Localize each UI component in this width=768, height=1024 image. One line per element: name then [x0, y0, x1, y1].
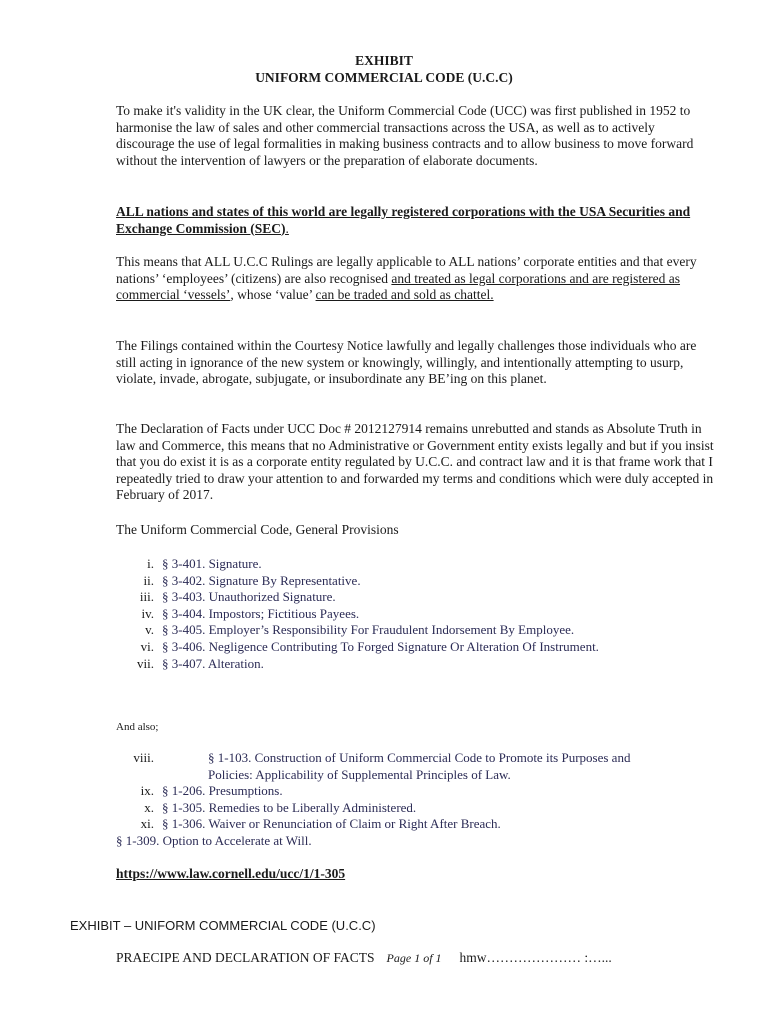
- footer-exhibit-label: EXHIBIT – UNIFORM COMMERCIAL CODE (U.C.C): [70, 918, 376, 933]
- list-item: [116, 816, 636, 833]
- footer-title: PRAECIPE AND DECLARATION OF FACTS: [116, 950, 375, 965]
- page-number: Page 1 of 1: [386, 951, 442, 965]
- corporations-period: .: [285, 220, 289, 236]
- footer-hmw: hmw………………… :…...: [459, 950, 612, 965]
- list-item: [116, 589, 636, 606]
- list-text: § 3-405. Employer’s Responsibility For Fraudulent Indorsement By Employee.: [162, 622, 575, 638]
- list-text: § 3-401. Signature.: [162, 556, 262, 571]
- list-item: [116, 606, 636, 623]
- list-text: § 1-206. Presumptions.: [162, 783, 283, 799]
- rulings-text-b: and treated as legal corporations and are registered as commercial ‘vessels’: [116, 270, 681, 303]
- list-text: § 3-407. Alteration.: [162, 655, 264, 671]
- list-number: ix.: [140, 783, 154, 799]
- ucc-heading: UNIFORM COMMERCIAL CODE (U.C.C): [255, 70, 513, 85]
- list-text: § 1-305. Remedies to be Liberally Administered.: [162, 799, 417, 815]
- filings-paragraph: The Filings contained within the Courtesy Notice lawfully and legally challenges those individuals who are still acting in ignorance of the new system or knowingly, willingly, and intentionally attempting to usurp, violate, invade, abrogate, subjugate, or insubordinate any BE’ing on this planet.: [116, 338, 697, 387]
- provisions-list: [116, 556, 636, 672]
- list-text: § 3-402. Signature By Representative.: [162, 572, 361, 588]
- exhibit-heading: EXHIBIT: [355, 53, 413, 68]
- list-number: v.: [145, 622, 154, 638]
- and-also-label: And also;: [116, 721, 159, 733]
- list-number: viii.: [133, 750, 154, 765]
- additional-provisions-list: [116, 750, 636, 833]
- list-number: i.: [147, 556, 154, 571]
- list-number: vi.: [140, 638, 154, 654]
- list-number: xi.: [140, 816, 154, 832]
- corporations-paragraph: [116, 204, 716, 237]
- list-text: § 3-403. Unauthorized Signature.: [162, 589, 336, 605]
- list-number: iv.: [141, 605, 154, 621]
- footer-title-line: [116, 950, 612, 966]
- list-text: § 3-404. Impostors; Fictitious Payees.: [162, 605, 360, 621]
- rulings-paragraph: [116, 254, 716, 304]
- list-item: [116, 639, 636, 656]
- list-item: [116, 800, 636, 817]
- corporations-text: ALL nations and states of this world are legally registered corporations with the USA Securities and Exchange Commission (SEC): [116, 204, 691, 236]
- rulings-text-d: can be traded and sold as chattel.: [315, 287, 494, 303]
- list-number: iii.: [139, 589, 154, 605]
- option-to-accelerate-item: § 1-309. Option to Accelerate at Will.: [116, 833, 312, 848]
- list-item: [116, 656, 636, 673]
- list-item: [116, 750, 636, 783]
- list-item: [116, 622, 636, 639]
- list-text: § 1-306. Waiver or Renunciation of Claim or Right After Breach.: [162, 816, 501, 832]
- declaration-paragraph: The Declaration of Facts under UCC Doc # 2012127914 remains unrebutted and stands as Absolute Truth in law and Commerce, this means that no Administrative or Government entity exists legally and but if you insist that you do exist it is as a corporate entity regulated by U.C.C. and contract law and it is that frame work that I repeatedly tried to draw your attention to and forwarded my terms and conditions which were duly accepted in February of 2017.: [116, 421, 714, 503]
- list-number: x.: [144, 799, 154, 815]
- intro-paragraph: To make it's validity in the UK clear, the Uniform Commercial Code (UCC) was first published in 1952 to harmonise the law of sales and other commercial transactions across the USA, as well as to actively discourage the use of legal formalities in making business contracts and to allow business to move forward without the intervention of lawyers or the preparation of elaborate documents.: [116, 103, 694, 168]
- rulings-text-a: This means that ALL U.C.C Rulings are legally applicable to ALL nations’ corporate entities and that every nations’ ‘employees’ (citizens) are also recognised: [116, 254, 697, 286]
- list-text: § 1-103. Construction of Uniform Commercial Code to Promote its Purposes and Policies: Applicability of Supplemental Principles of Law.: [208, 750, 631, 782]
- general-provisions-heading: The Uniform Commercial Code, General Provisions: [116, 522, 399, 537]
- list-item: [116, 556, 636, 573]
- cornell-law-link[interactable]: https://www.law.cornell.edu/ucc/1/1-305: [116, 866, 346, 881]
- list-text: § 3-406. Negligence Contributing To Forged Signature Or Alteration Of Instrument.: [162, 638, 599, 654]
- list-item: [116, 783, 636, 800]
- list-item: [116, 573, 636, 590]
- list-number: ii.: [143, 572, 154, 588]
- rulings-text-c: , whose ‘value’: [230, 287, 316, 303]
- list-number: vii.: [137, 655, 154, 671]
